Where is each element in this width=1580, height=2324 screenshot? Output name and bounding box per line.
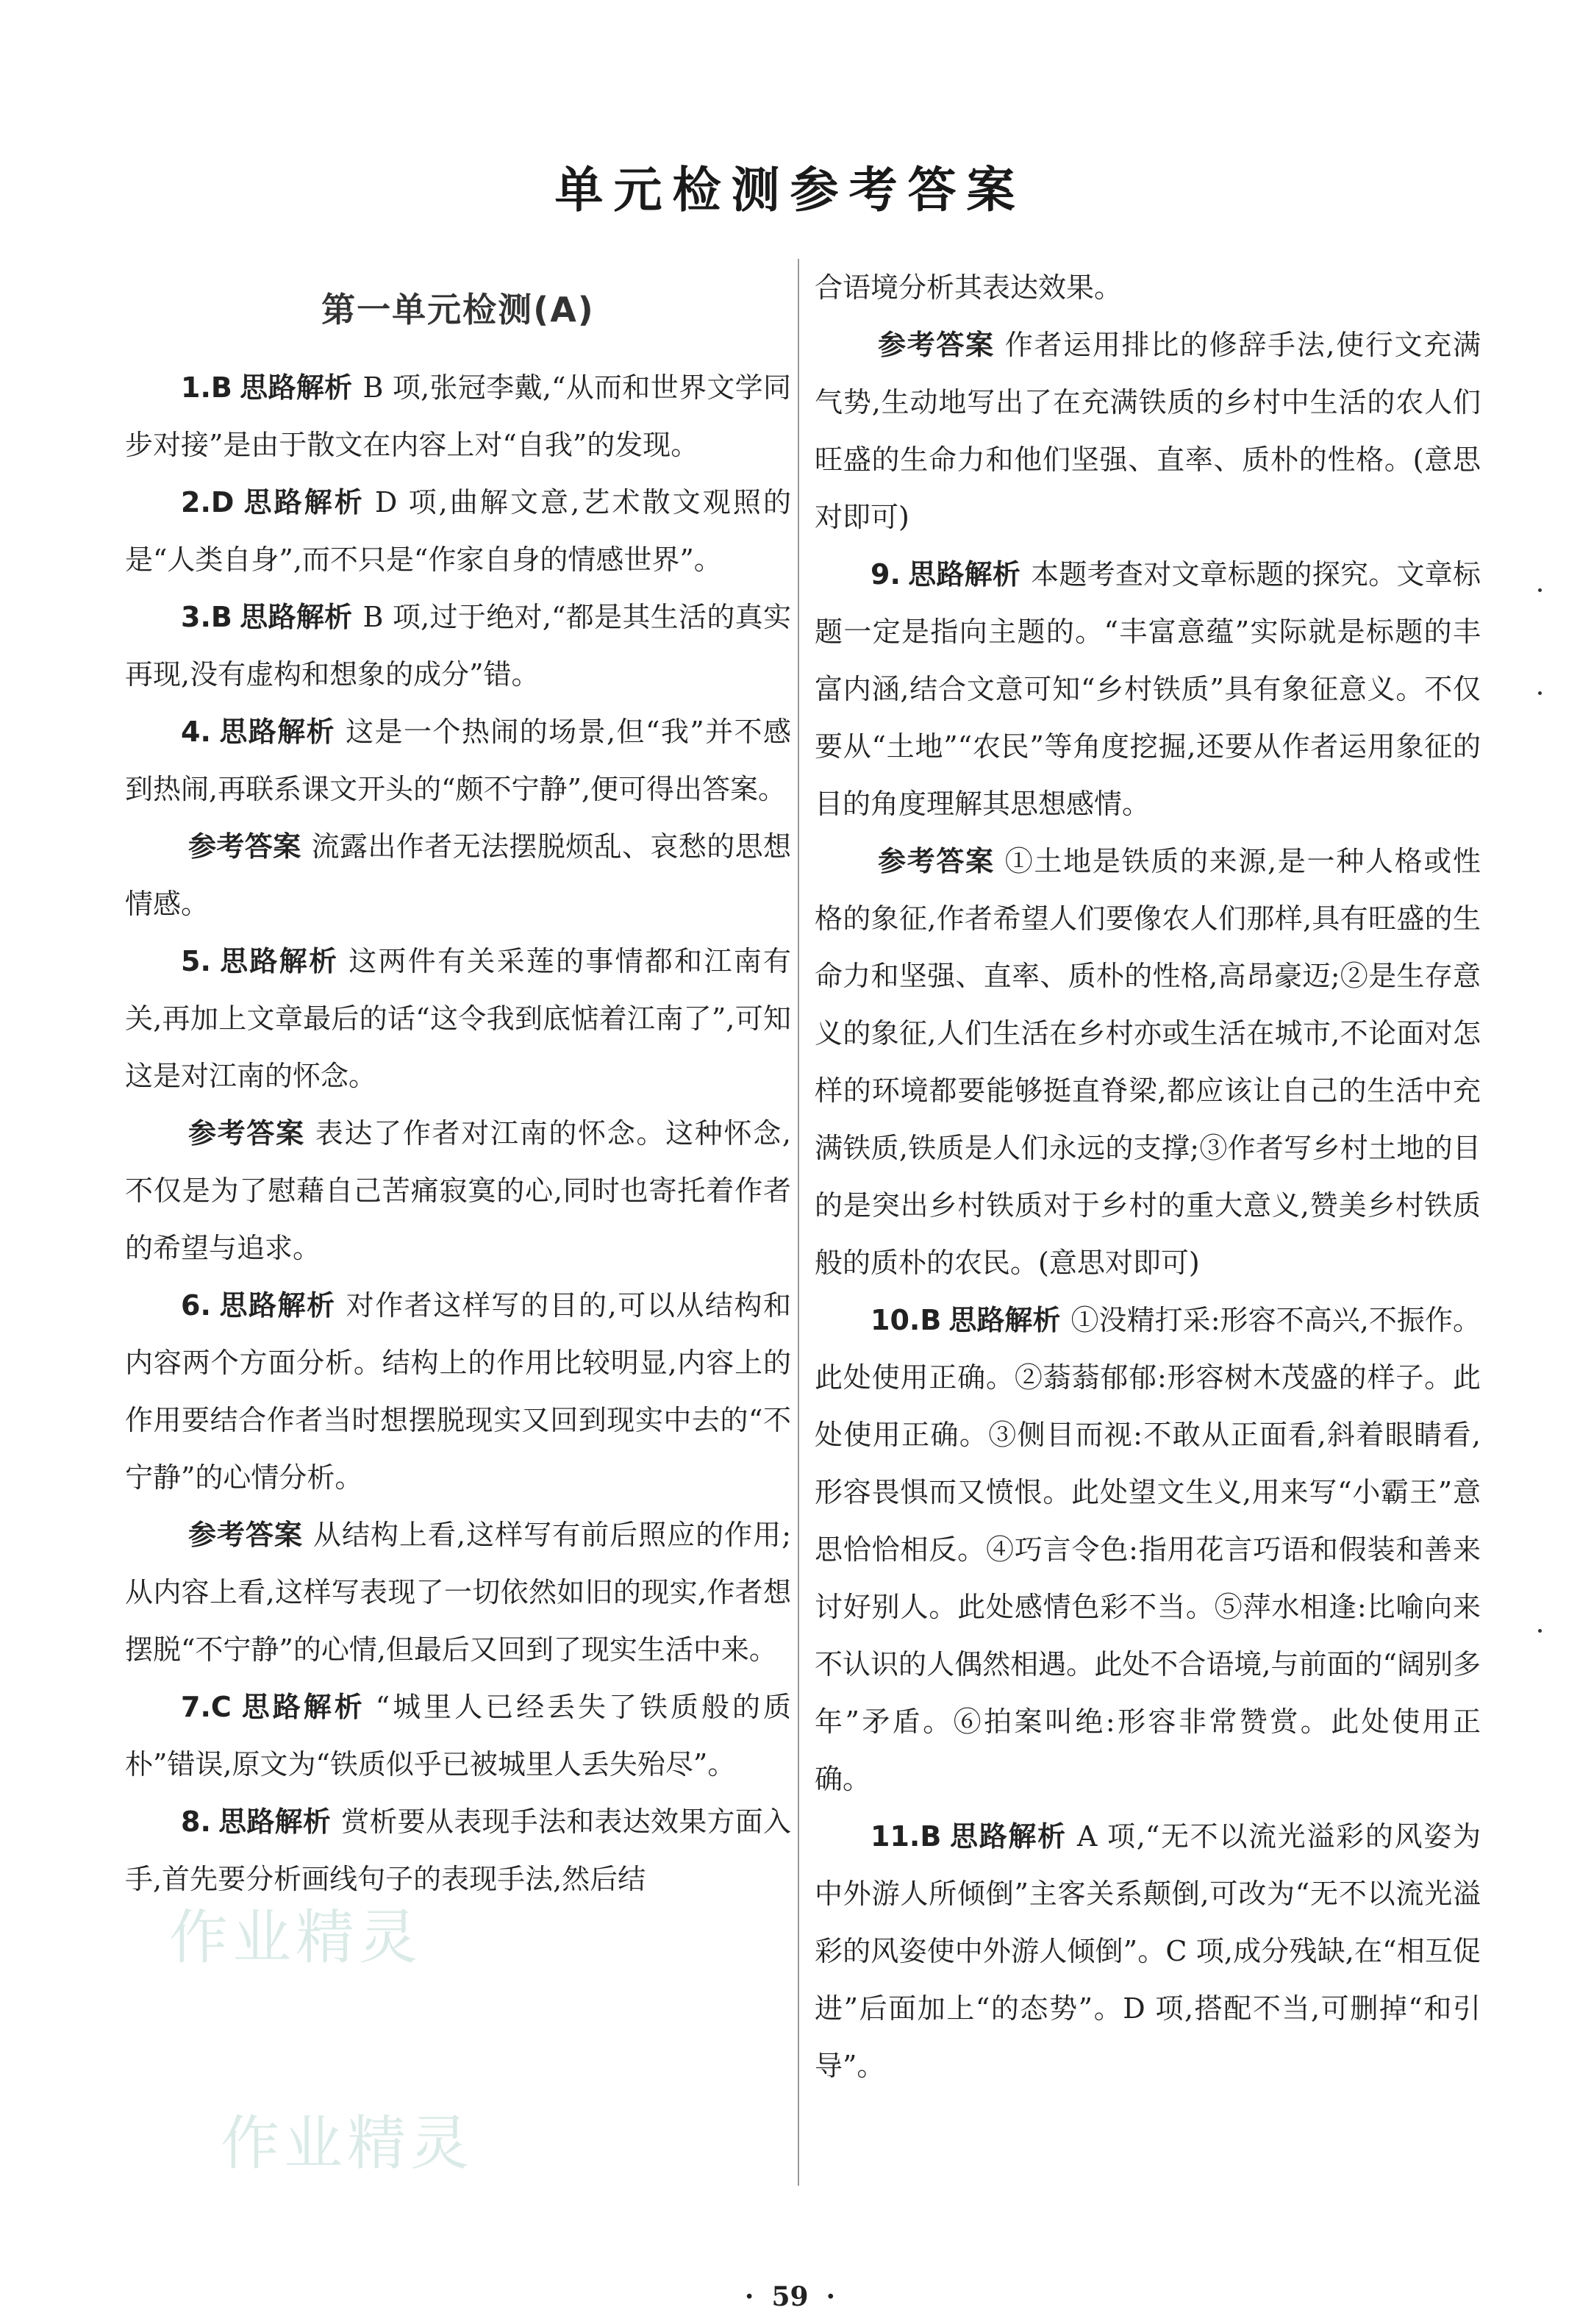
answer-paragraph (125, 474, 791, 588)
answer-paragraph (125, 588, 791, 703)
answer-label: 参考答案 (188, 830, 301, 863)
answer-text: A 项,“无不以流光溢彩的风姿为中外游人所倾倒”主客关系颠倒,可改为“无不以流光溢彩的风姿使中外游人倾倒”。C 项,成分残缺,在“相互促进”后面加上“的态势”。D 项,搭配不当,可删掉“和引导”。 (815, 1820, 1481, 2082)
answer-text: ①没精打采:形容不高兴,不振作。此处使用正确。②蓊蓊郁郁:形容树木茂盛的样子。此处使用正确。③侧目而视:不敢从正面看,斜着眼睛看,形容畏惧而又愤恨。此处望文生义,用来写“小霸王”意思恰恰相反。④巧言令色:指用花言巧语和假装和善来讨好别人。此处感情色彩不当。⑤萍水相逢:比喻向来不认识的人偶然相遇。此处不合语境,与前面的“阔别多年”矛盾。⑥拍案叫绝:形容非常赞赏。此处使用正确。 (815, 1304, 1481, 1795)
right-column (815, 259, 1481, 2095)
right-answer-list (815, 316, 1481, 2095)
answer-label: 参考答案 (188, 1117, 305, 1149)
answer-paragraph (125, 1277, 791, 1506)
answer-label: 思路解析 (218, 716, 336, 748)
left-answer-list (125, 359, 791, 1908)
answer-paragraph (815, 833, 1481, 1291)
answer-label: 思路解析 (238, 1691, 365, 1723)
answer-text: D 项,曲解文意,艺术散文观照的是“人类自身”,而不只是“作家自身的情感世界”。 (125, 486, 791, 576)
answer-text: B 项,张冠李戴,“从而和世界文学同步对接”是由于散文在内容上对“自我”的发现。 (125, 371, 791, 461)
answer-paragraph (125, 1678, 791, 1793)
question-number: 8. (181, 1806, 211, 1838)
answer-paragraph (125, 703, 791, 818)
watermark-text: 作业精灵 (221, 2109, 473, 2178)
question-number: 3.B (181, 601, 232, 633)
page-dot: · (826, 2281, 836, 2312)
answer-text: B 项,过于绝对,“都是其生活的真实再现,没有虚构和想象的成分”错。 (125, 601, 791, 691)
section-heading: 第一单元检测(A) (321, 290, 595, 329)
answer-text: ①土地是铁质的来源,是一种人格或性格的象征,作者希望人们要像农人们那样,具有旺盛的生命力和坚强、直率、质朴的性格,高昂豪迈;②是生存意义的象征,人们生活在乡村亦或生活在城市,不论面对怎样的环境都要能够挺直脊梁,都应该让自己的生活中充满铁质,铁质是人们永远的支撑;③作者写乡村土地的目的是突出乡村铁质对于乡村的重大意义,赞美乡村铁质般的质朴的农民。(意思对即可) (815, 845, 1481, 1279)
answer-label: 思路解析 (218, 1289, 336, 1322)
question-number: 6. (181, 1289, 211, 1322)
page-number (0, 2281, 1580, 2312)
question-number: 1.B (181, 371, 232, 404)
answer-label: 参考答案 (878, 329, 995, 361)
answer-text: 赏析要从表现手法和表达效果方面入手,首先要分析画线句子的表现手法,然后结 (125, 1806, 791, 1895)
answer-text: 这是一个热闹的场景,但“我”并不感到热闹,再联系课文开头的“颇不宁静”,便可得出答案。 (125, 716, 791, 805)
answer-label: 思路解析 (218, 1806, 332, 1838)
answer-label: 参考答案 (188, 1519, 304, 1551)
continued-text: 合语境分析其表达效果。 (815, 271, 1123, 304)
answer-label: 思路解析 (241, 486, 365, 518)
question-number: 9. (871, 558, 901, 591)
scan-mark (1538, 588, 1542, 592)
left-column (125, 259, 791, 1908)
answer-text: “城里人已经丢失了铁质般的质朴”错误,原文为“铁质似乎已被城里人丢失殆尽”。 (125, 1691, 791, 1781)
answer-label: 思路解析 (907, 558, 1021, 591)
scan-mark (1538, 1629, 1542, 1633)
answer-text: 这两件有关采莲的事情都和江南有关,再加上文章最后的话“这令我到底惦着江南了”,可知这是对江南的怀念。 (125, 945, 791, 1092)
answer-paragraph (125, 359, 791, 474)
answer-text: 从结构上看,这样写有前后照应的作用;从内容上看,这样写表现了一切依然如旧的现实,作者想摆脱“不宁静”的心情,但最后又回到了现实生活中来。 (125, 1519, 791, 1666)
scan-mark (1538, 691, 1542, 695)
answer-paragraph (815, 1291, 1481, 1808)
question-number: 2.D (181, 486, 235, 518)
page-title: 单元检测参考答案 (554, 162, 1026, 218)
answer-label: 思路解析 (239, 601, 353, 633)
question-number: 4. (181, 716, 211, 748)
answer-paragraph (125, 1506, 791, 1678)
question-number: 10.B (871, 1304, 942, 1336)
answer-text: 本题考查对文章标题的探究。文章标题一定是指向主题的。“丰富意蕴”实际就是标题的丰富内涵,结合文意可知“乡村铁质”具有象征意义。不仅要从“土地”“农民”等角度挖掘,还要从作者运用象征的目的角度理解其思想感情。 (815, 558, 1481, 820)
answer-label: 思路解析 (948, 1304, 1061, 1336)
page-number-value: 59 (771, 2281, 809, 2312)
answer-label: 思路解析 (239, 371, 353, 404)
question-number: 7.C (181, 1691, 232, 1723)
answer-paragraph (815, 546, 1481, 833)
answer-text: 表达了作者对江南的怀念。这种怀念,不仅是为了慰藉自己苦痛寂寞的心,同时也寄托着作者的希望与追求。 (125, 1117, 791, 1264)
answer-paragraph (125, 933, 791, 1105)
answer-paragraph (125, 1793, 791, 1908)
answer-text: 对作者这样写的目的,可以从结构和内容两个方面分析。结构上的作用比较明显,内容上的作用要结合作者当时想摆脱现实又回到现实中去的“不宁静”的心情分析。 (125, 1289, 791, 1494)
answer-paragraph (125, 1105, 791, 1277)
question-number: 11.B (871, 1820, 942, 1853)
answer-text: 流露出作者无法摆脱烦乱、哀愁的思想情感。 (125, 830, 791, 920)
answer-paragraph (125, 818, 791, 933)
answer-label: 思路解析 (948, 1820, 1067, 1853)
watermark-text: 作业精灵 (169, 1903, 422, 1972)
question-number: 5. (181, 945, 211, 977)
answer-label: 思路解析 (218, 945, 339, 977)
answer-text: 作者运用排比的修辞手法,使行文充满气势,生动地写出了在充满铁质的乡村中生活的农人们旺盛的生命力和他们坚强、直率、质朴的性格。(意思对即可) (815, 329, 1481, 533)
page-dot: · (744, 2281, 754, 2312)
answer-label: 参考答案 (878, 845, 995, 877)
answer-paragraph (815, 1808, 1481, 2095)
answer-paragraph (815, 316, 1481, 546)
column-divider (798, 259, 799, 2186)
